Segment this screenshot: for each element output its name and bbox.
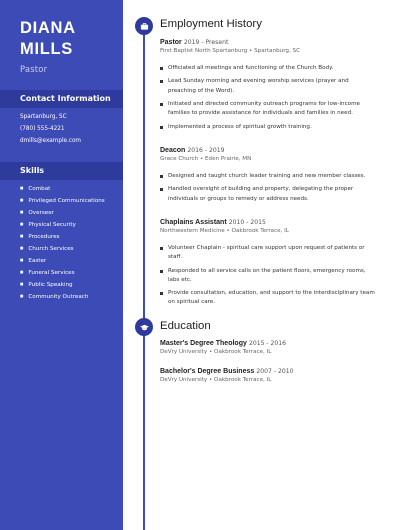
- job-bullet: Designed and taught church leader training and new member classes.: [160, 172, 375, 181]
- skill-item: ■ Church Services: [20, 242, 105, 254]
- contact-phone: (780) 555-4221: [20, 126, 65, 132]
- graduation-cap-icon: [135, 318, 153, 336]
- job-bullet: Officiated all meetings and functioning of the Church Body.: [160, 64, 375, 73]
- job-bullets: [160, 172, 375, 204]
- sidebar: [0, 0, 123, 530]
- last-name: MILLS: [20, 40, 73, 58]
- job-org: First Baptist North Spartanburg: [160, 48, 248, 54]
- job-bullet: Provide consultation, education, and support to the interdisciplinary team on spiritual care.: [160, 289, 375, 307]
- candidate-name: [20, 18, 76, 60]
- job-org: Northwestern Medicine: [160, 228, 225, 234]
- degree-title: Master's Degree Theology: [160, 340, 247, 347]
- job-entry: [160, 146, 375, 208]
- skill-item: ■ Procedures: [20, 230, 105, 242]
- separator-dot: •: [208, 377, 215, 383]
- school-name: DeVry University: [160, 349, 208, 355]
- skill-item: ■ Overseer: [20, 206, 105, 218]
- contact-location: Spartanburg, SC: [20, 114, 67, 120]
- skill-item: ■ Funeral Services: [20, 266, 105, 278]
- job-title: Chaplains Assistant: [160, 219, 227, 226]
- job-title: Deacon: [160, 147, 186, 154]
- separator-dot: •: [199, 156, 206, 162]
- contact-heading: Contact Information: [0, 90, 123, 108]
- school-location: Oakbrook Terrace, IL: [214, 377, 272, 383]
- skill-item: ■ Easter: [20, 254, 105, 266]
- employment-heading: Employment History: [160, 18, 262, 30]
- job-bullet: Volunteer Chaplain - spiritual care support upon request of patients or staff.: [160, 244, 375, 262]
- job-location: Oakbrook Terrace, IL: [231, 228, 289, 234]
- skill-item: ■ Privileged Communications: [20, 194, 105, 206]
- job-dates: 2010 - 2015: [228, 219, 266, 226]
- skill-item: ■ Public Speaking: [20, 278, 105, 290]
- briefcase-icon: [135, 17, 153, 35]
- job-entry: [160, 38, 375, 136]
- separator-dot: •: [208, 349, 215, 355]
- first-name: DIANA: [20, 19, 76, 37]
- timeline-line: [143, 30, 145, 530]
- skill-item: ■ Physical Security: [20, 218, 105, 230]
- job-bullet: Lead Sunday morning and evening worship services (prayer and preaching of the Word).: [160, 77, 375, 95]
- job-title: Pastor: [160, 39, 182, 46]
- job-location: Spartanburg, SC: [254, 48, 300, 54]
- job-bullet: Handled oversight of building and property, delegating the proper individuals or groups to remedy or address needs.: [160, 185, 375, 203]
- degree-dates: 2015 - 2016: [248, 340, 287, 347]
- job-dates: 2019 - Present: [183, 39, 229, 46]
- education-entry: [160, 367, 375, 385]
- job-dates: 2016 - 2019: [187, 147, 225, 154]
- skill-item: ■ Combat: [20, 182, 105, 194]
- school-location: Oakbrook Terrace, IL: [214, 349, 272, 355]
- contact-email: dmills@example.com: [20, 138, 81, 144]
- job-bullet: Implemented a process of spiritual growth training.: [160, 123, 375, 132]
- education-heading: Education: [160, 320, 211, 332]
- degree-title: Bachelor's Degree Business: [160, 368, 255, 375]
- job-bullets: [160, 64, 375, 132]
- school-name: DeVry University: [160, 377, 208, 383]
- candidate-role: Pastor: [20, 64, 48, 74]
- job-org: Grace Church: [160, 156, 199, 162]
- skill-list: [20, 182, 105, 302]
- job-bullet: Responded to all service calls on the patient floors, emergency rooms, labs etc.: [160, 267, 375, 285]
- education-entry: [160, 339, 375, 357]
- job-bullets: [160, 244, 375, 308]
- degree-dates: 2007 - 2010: [256, 368, 294, 375]
- job-bullet: Initiated and directed community outreach programs for low-income families to provide assistance for individuals and families in need.: [160, 100, 375, 118]
- separator-dot: •: [249, 48, 255, 54]
- skill-item: ■ Community Outreach: [20, 290, 105, 302]
- job-entry: [160, 218, 375, 312]
- job-location: Eden Prairie, MN: [205, 156, 252, 162]
- separator-dot: •: [226, 228, 232, 234]
- skills-heading: Skills: [0, 162, 123, 180]
